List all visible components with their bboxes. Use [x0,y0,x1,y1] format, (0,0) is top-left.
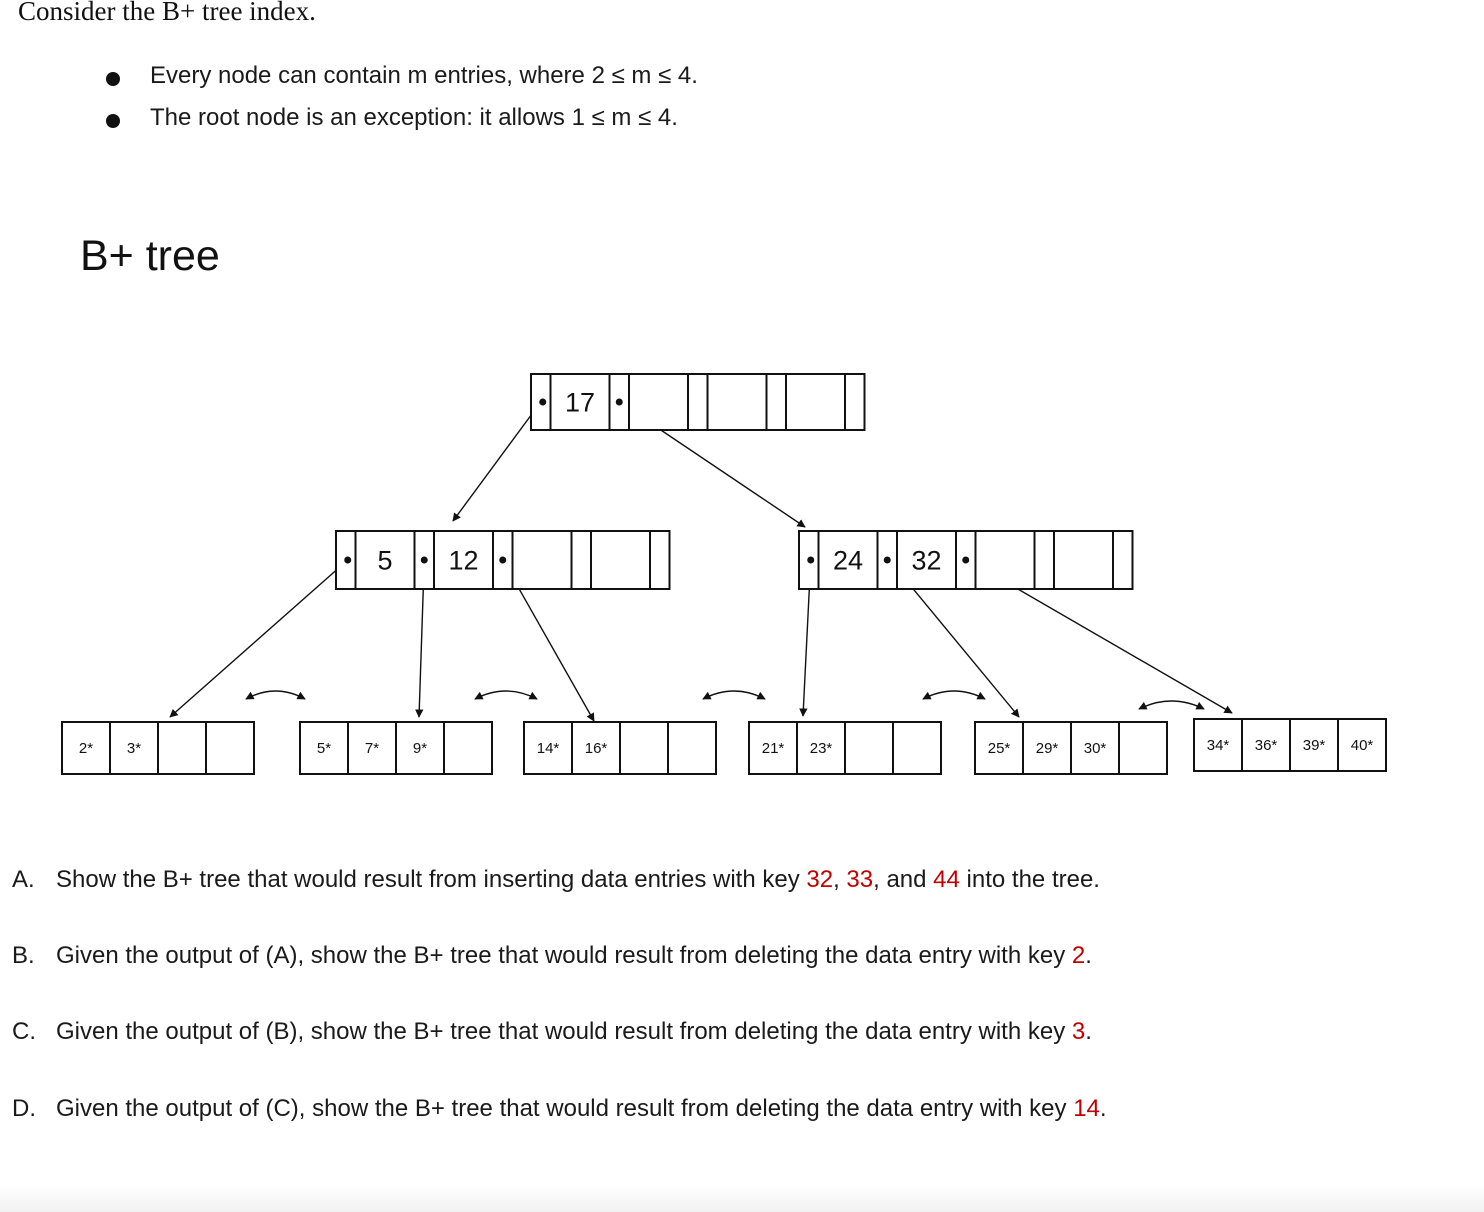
leaf-node [975,722,1167,774]
leaf-entry: 5* [316,740,332,757]
node-key: 24 [832,545,864,576]
bullet-text: The root node is an exception: it allows 1 ≤ m ≤ 4. [150,104,678,131]
question-key: 14 [1073,1095,1100,1122]
pointer-dot [616,399,623,406]
leaf-node [524,722,716,774]
pointer-dot [344,557,351,564]
question-text: into the tree. [959,866,1100,893]
internal-node-right [799,531,1133,589]
leaf-entry: 16* [584,740,608,757]
pointer-dot [884,557,891,564]
sibling-link [475,691,537,699]
question-c [12,1018,1092,1046]
intro-text: Consider the B+ tree index. [18,0,316,26]
leaf-entry: 25* [987,740,1011,757]
pointer-dot [807,557,814,564]
leaf-entry: 39* [1302,737,1326,754]
question-key: 3 [1071,1018,1086,1045]
question-text: . [1085,942,1092,969]
leaf-entry: 29* [1035,740,1059,757]
leaf-entry: 7* [364,740,380,757]
leaf-entry: 9* [412,740,428,757]
leaf-entry: 21* [761,740,785,757]
question-letter: D. [12,1095,36,1122]
question-d [12,1095,1107,1123]
bullet-text: Every node can contain m entries, where 2 ≤ m ≤ 4. [150,62,698,89]
sibling-link [703,691,765,699]
question-a [12,866,1100,894]
node-key: 5 [377,545,393,576]
question-b [12,942,1092,970]
sibling-link [923,691,985,699]
question-text: Given the output of (A), show the B+ tree that would result from deleting the data entry with key [56,942,1072,969]
question-text: . [1099,1095,1107,1122]
leaf-node [1194,719,1386,771]
question-letter: C. [12,1018,36,1045]
leaf-entry: 40* [1350,737,1374,754]
question-letter: A. [12,866,35,893]
pointer-dot [499,557,506,564]
leaf-node [300,722,492,774]
question-text: Given the output of (B), show the B+ tree that would result from deleting the data entry with key [56,1018,1072,1045]
pointer-dot [421,557,428,564]
question-key: 2 [1071,942,1086,969]
leaf-entry: 2* [78,740,94,757]
leaf-node [62,722,254,774]
pointer-dot [539,399,546,406]
question-text: . [1085,1018,1092,1045]
question-text: , and [873,866,934,893]
node-key: 17 [564,387,596,418]
root-node [531,374,865,430]
question-text: Given the output of (C), show the B+ tree that would result from deleting the data entry with key [56,1095,1074,1122]
node-key: 12 [448,545,479,576]
leaf-entry: 23* [809,740,833,757]
question-key: 33 [846,866,874,893]
internal-node-left [336,531,670,589]
leaf-entry: 3* [126,740,142,757]
tree-nodes [62,374,1386,774]
sibling-link [1139,701,1204,709]
question-key: 32 [806,866,834,893]
leaf-entry: 34* [1206,737,1230,754]
question-text: Show the B+ tree that would result from inserting data entries with key [56,866,807,893]
question-key: 44 [933,866,960,893]
leaf-entry: 30* [1083,740,1107,757]
sibling-link [246,691,305,699]
question-letter: B. [12,942,35,969]
diagram-heading: B+ tree [80,232,220,280]
leaf-node [749,722,941,774]
bottom-edge [0,1186,1484,1212]
question-text: , [833,866,847,893]
node-key: 32 [911,545,942,576]
pointer-dot [962,557,969,564]
leaf-entry: 36* [1254,737,1278,754]
leaf-entry: 14* [536,740,560,757]
pointer-arrow [453,402,541,521]
